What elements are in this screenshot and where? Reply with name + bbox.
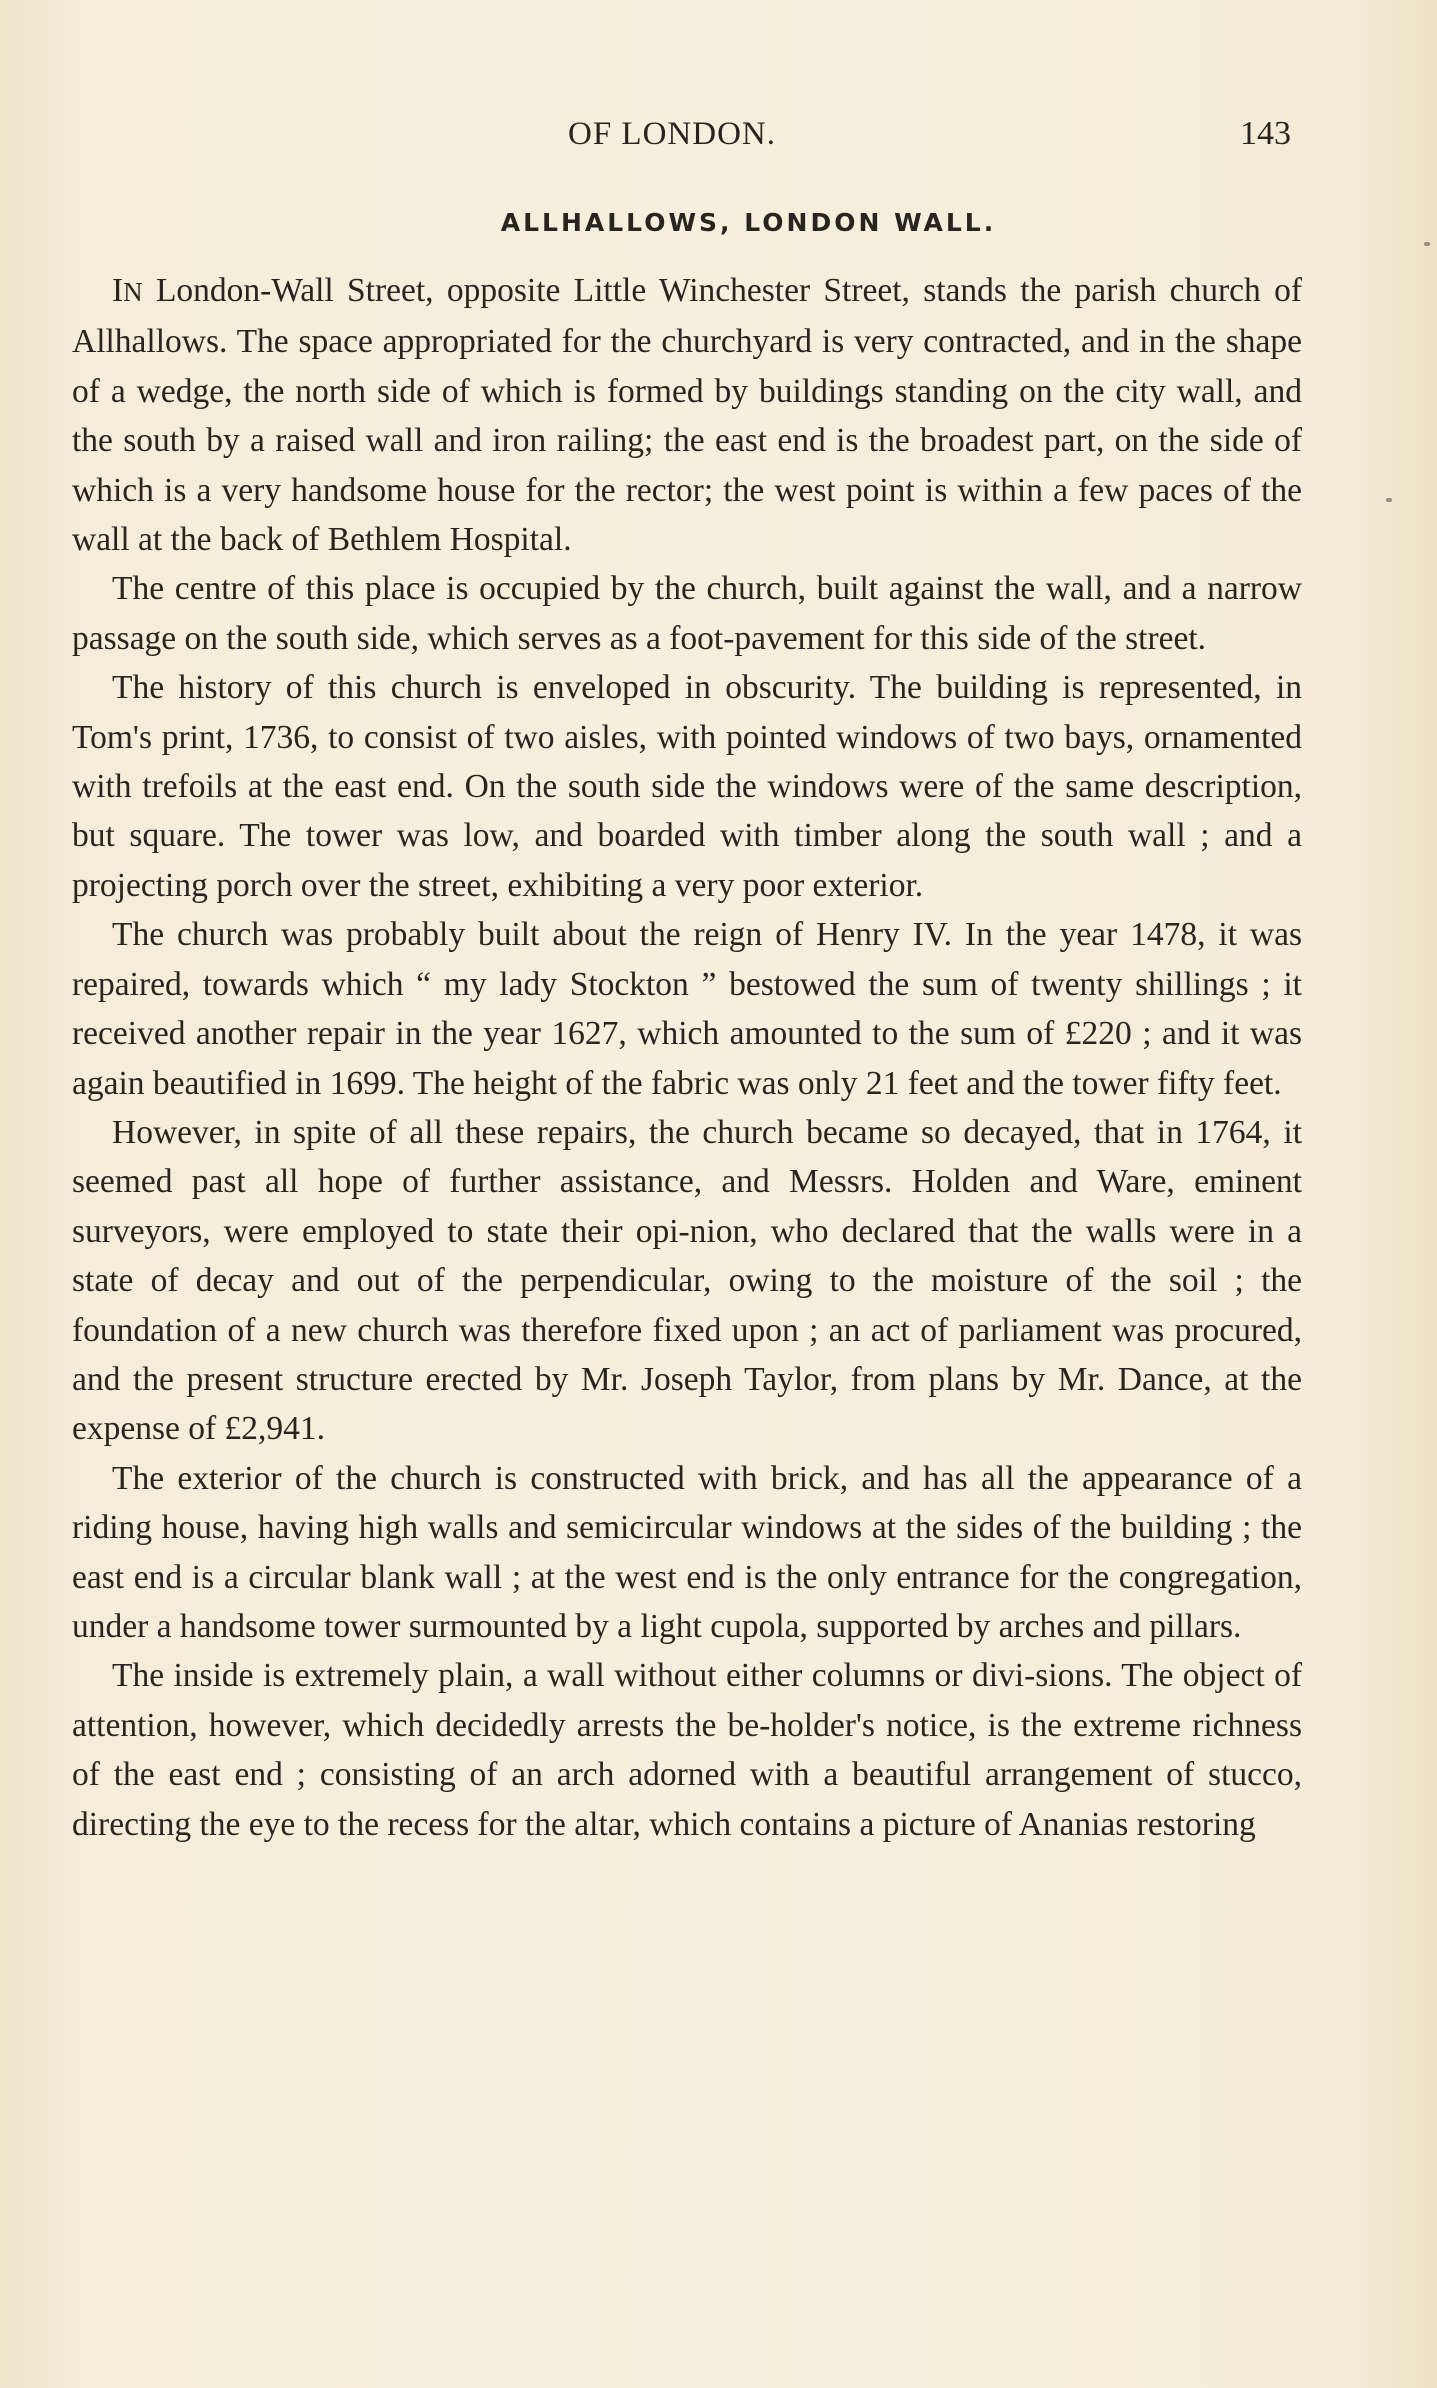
paragraph-1 (72, 266, 1302, 564)
paragraph-2: The centre of this place is occupied by the church, built against the wall, and a narrow passage on the south side, which serves as a foot-pavement for this side of the street. (72, 570, 1302, 657)
paragraph-4: The church was probably built about the reign of Henry IV. In the year 1478, it was repaired, towards which “ my lady Stockton ” bestowed the sum of twenty shillings ; it received another repair in the year 1627, which amounted to the sum of £220 ; and it was again beautified in 1699. The height of the fabric was only 21 feet and the tower fifty feet. (72, 916, 1302, 1102)
paragraph-1-text: London-Wall Street, opposite Little Winchester Street, stands the parish church of Allhallows. The space appropriated for the churchyard is very contracted, and in the shape of a wedge, the north side of which is formed by buildings standing on the city wall, and the south by a raised wall and iron railing; the east end is the broadest part, on the side of which is a very handsome house for the rector; the west point is within a few paces of the wall at the back of Bethlem Hospital. (72, 272, 1302, 559)
paragraph-7: The inside is extremely plain, a wall without either columns or divi-sions. The object of attention, however, which decidedly arrests the be-holder's notice, is the extreme richness of the east end ; consisting of an arch adorned with a beautiful arrangement of stucco, directing the eye to the recess for the altar, which contains a picture of Ananias restoring (72, 1657, 1302, 1843)
running-title: OF LONDON. (568, 116, 776, 152)
smallcap: N (123, 277, 143, 307)
speck-mark (1424, 242, 1430, 246)
section-title: ALLHALLOWS, LONDON WALL. (500, 208, 997, 237)
page-number: 143 (1240, 115, 1291, 152)
body-text (72, 266, 1302, 1849)
running-head (0, 110, 1437, 158)
speck-mark (1386, 498, 1392, 502)
paragraph-5: However, in spite of all these repairs, the church became so decayed, that in 1764, it seemed past all hope of further assistance, and Messrs. Holden and Ware, eminent surveyors, were employed to state their opi-nion, who declared that the walls were in a state of decay and out of the perpendicular, owing to the moisture of the soil ; the foundation of a new church was therefore fixed upon ; an act of parliament was procured, and the present structure erected by Mr. Joseph Taylor, from plans by Mr. Dance, at the expense of £2,941. (72, 1113, 1302, 1448)
dropcap: I (112, 272, 124, 309)
paragraph-6: The exterior of the church is constructed with brick, and has all the appearance of a riding house, having high walls and semicircular windows at the sides of the building ; the east end is a circular blank wall ; at the west end is the only entrance for the congregation, under a handsome tower surmounted by a light cupola, supported by arches and pillars. (72, 1459, 1302, 1645)
paragraph-3: The history of this church is enveloped in obscurity. The building is represented, in Tom's print, 1736, to consist of two aisles, with pointed windows of two bays, ornamented with trefoils at the east end. On the south side the windows were of the same description, but square. The tower was low, and boarded with timber along the south wall ; and a projecting porch over the street, exhibiting a very poor exterior. (72, 669, 1302, 904)
